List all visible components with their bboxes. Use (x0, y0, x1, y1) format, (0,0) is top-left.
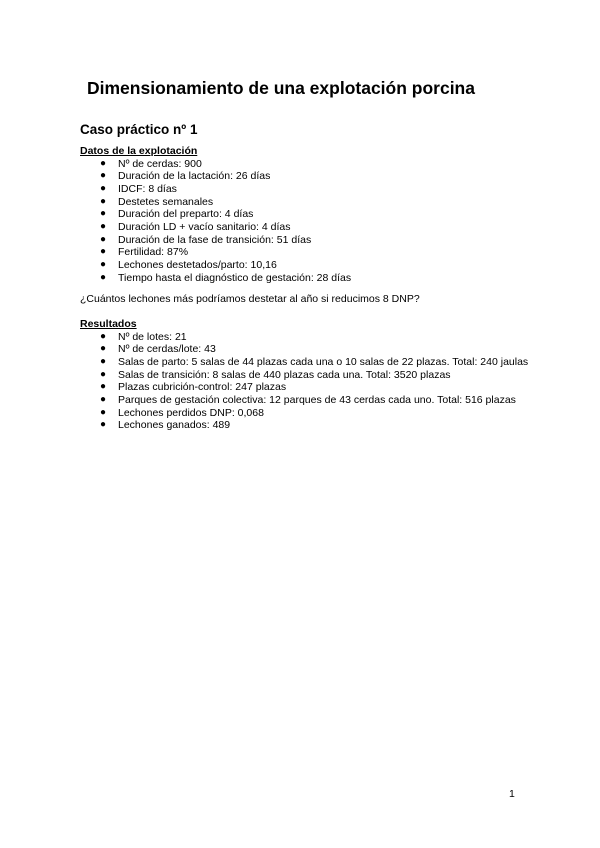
bullet-icon: ● (100, 195, 107, 207)
bullet-icon: ● (100, 271, 107, 283)
list-item-text: Duración del preparto: 4 días (118, 208, 254, 221)
datos-list (80, 158, 550, 285)
list-item-text: Duración LD + vacío sanitario: 4 días (118, 221, 291, 234)
bullet-icon: ● (100, 419, 107, 431)
list-item-text: Lechones ganados: 489 (118, 419, 231, 432)
list-item-text: Nº de lotes: 21 (118, 330, 187, 343)
list-item (80, 419, 550, 432)
list-item (80, 381, 550, 394)
bullet-icon: ● (100, 221, 107, 233)
bullet-icon: ● (100, 355, 107, 367)
list-item-text: Plazas cubrición-control: 247 plazas (118, 381, 287, 394)
list-item-text: Fertilidad: 87% (118, 246, 189, 259)
question-text: ¿Cuántos lechones más podríamos destetar al año si reducimos 8 DNP? (80, 293, 420, 305)
bullet-icon: ● (100, 368, 107, 380)
list-item (80, 343, 550, 356)
list-item (80, 196, 550, 209)
page-number: 1 (509, 788, 515, 800)
bullet-icon: ● (100, 182, 107, 194)
list-item (80, 407, 550, 420)
list-item (80, 170, 550, 183)
list-item (80, 369, 550, 382)
document-title: Dimensionamiento de una explotación porcina (87, 78, 475, 98)
bullet-icon: ● (100, 157, 107, 169)
bullet-icon: ● (100, 208, 107, 220)
list-item (80, 259, 550, 272)
list-item-text: Nº de cerdas/lote: 43 (118, 343, 216, 356)
list-item (80, 234, 550, 247)
list-item (80, 394, 550, 407)
bullet-icon: ● (100, 330, 107, 342)
list-item (80, 246, 550, 259)
list-item-text: Lechones perdidos DNP: 0,068 (118, 406, 264, 419)
list-item-text: Lechones destetados/parto: 10,16 (118, 259, 277, 272)
list-item-text: Duración de la fase de transición: 51 días (118, 233, 312, 246)
bullet-icon: ● (100, 343, 107, 355)
list-item (80, 208, 550, 221)
bullet-icon: ● (100, 246, 107, 258)
list-item (80, 221, 550, 234)
list-item (80, 356, 550, 369)
list-item (80, 158, 550, 171)
bullet-icon: ● (100, 381, 107, 393)
bullet-icon: ● (100, 170, 107, 182)
datos-heading: Datos de la explotación (80, 145, 198, 157)
resultados-heading: Resultados (80, 318, 137, 330)
bullet-icon: ● (100, 406, 107, 418)
bullet-icon: ● (100, 233, 107, 245)
datos-section (80, 145, 550, 285)
list-item-text: Nº de cerdas: 900 (118, 157, 202, 170)
bullet-icon: ● (100, 394, 107, 406)
list-item (80, 272, 550, 285)
list-item-text: Tiempo hasta el diagnóstico de gestación: 28 días (118, 271, 352, 284)
list-item (80, 183, 550, 196)
resultados-section (80, 318, 550, 432)
list-item-text: Destetes semanales (118, 195, 214, 208)
resultados-list (80, 331, 550, 433)
list-item-text: Parques de gestación colectiva: 12 parques de 43 cerdas cada uno. Total: 516 plazas (118, 394, 516, 407)
list-item (80, 331, 550, 344)
bullet-icon: ● (100, 259, 107, 271)
list-item-text: IDCF: 8 días (118, 182, 177, 195)
list-item-text: Duración de la lactación: 26 días (118, 170, 271, 183)
case-title: Caso práctico nº 1 (80, 122, 198, 137)
list-item-text: Salas de parto: 5 salas de 44 plazas cada una o 10 salas de 22 plazas. Total: 240 jaulas (118, 355, 529, 368)
list-item-text: Salas de transición: 8 salas de 440 plazas cada una. Total: 3520 plazas (118, 368, 451, 381)
